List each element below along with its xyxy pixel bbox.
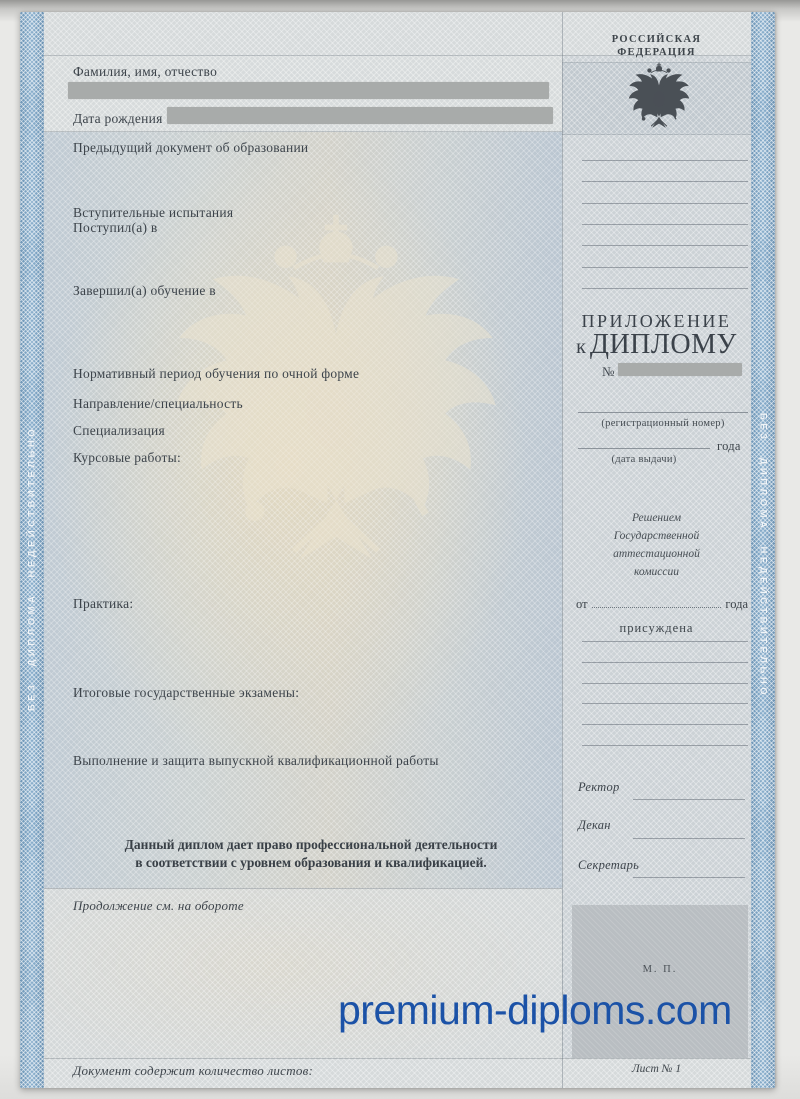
country-name-line2: ФЕДЕРАЦИЯ [617,46,696,58]
entry-line [582,181,748,182]
issue-year-label: года [717,439,741,453]
commission-text [562,509,751,581]
entry-line [582,288,748,289]
sheet-number-label: Лист № 1 [631,1063,682,1075]
number-redaction-bar [618,363,742,376]
rector-signature-line [633,799,745,800]
state-exams-label: Итоговые государственные экзамены: [73,685,300,700]
entry-line [582,245,748,246]
specialization-label: Специализация [73,423,165,438]
secretary-signature-line [633,877,745,878]
enrolled-label: Поступил(а) в [73,220,158,235]
from-label: от [576,597,588,611]
diploma-supplement-sheet [20,12,775,1088]
entry-line [582,203,748,204]
dotted-leader [592,607,722,608]
entry-line [582,224,748,225]
awarded-label: присуждена [619,621,694,635]
final-work-label: Выполнение и защита выпускной квалификационной работы [73,753,439,768]
dean-label: Декан [578,818,611,832]
issue-date-line [578,436,710,449]
practice-label: Практика: [73,596,134,611]
security-stripe-right-text: БЕЗ ДИПЛОМА НЕДЕЙСТВИТЕЛЬНО [757,412,769,699]
entry-line [582,683,748,684]
rights-statement-line1: Данный диплом дает право профессиональной деятельности [124,837,498,852]
entrance-exams-label: Вступительные испытания [73,205,234,220]
eagle-watermark [168,212,504,576]
full-name-label: Фамилия, имя, отчество [73,64,218,79]
entry-line [582,267,748,268]
rights-statement-line2: в соответствии с уровнем образования и квалификацией. [135,855,487,870]
coursework-label: Курсовые работы: [73,450,181,465]
entry-lines-upper [582,160,748,289]
russia-coat-of-arms-icon [627,62,691,131]
entry-line [582,724,748,725]
stamp-area [572,905,748,1058]
dean-signature-line [633,838,745,839]
entry-line [582,662,748,663]
sheets-count-label: Документ содержит количество листов: [73,1063,314,1078]
birth-date-redaction-bar [167,107,553,124]
commission-line3: аттестационной [613,548,700,560]
number-sign: № [602,364,615,379]
country-name [562,34,751,59]
rector-label: Ректор [578,780,620,794]
supplement-title-line1: ПРИЛОЖЕНИЕ [581,311,732,331]
entry-line [582,160,748,161]
reg-number-caption: (регистрационный номер) [601,418,725,429]
supplement-title-line2 [562,329,751,361]
commission-line2: Государственной [613,530,700,542]
decision-date-row [576,597,748,612]
entry-line [582,703,748,704]
from-year-label: года [725,597,748,611]
reg-number-line [578,400,748,413]
title-word: ДИПЛОМУ [589,329,737,360]
country-name-line1: РОССИЙСКАЯ [611,34,702,45]
issue-date-caption: (дата выдачи) [611,454,677,465]
entry-line [582,641,748,642]
previous-document-label: Предыдущий документ об образовании [73,140,309,155]
continuation-note: Продолжение см. на обороте [73,898,244,913]
direction-label: Направление/специальность [73,396,243,411]
site-watermark: premium-diploms.com [338,987,732,1033]
full-name-redaction-bar [68,82,549,99]
commission-line4: комиссии [633,566,680,578]
entry-lines-lower [582,641,748,746]
rights-statement [68,836,554,872]
stamp-place-label: М. П. [642,964,678,975]
birth-date-label: Дата рождения [73,111,163,126]
commission-line1: Решением [631,512,682,524]
secretary-label: Секретарь [578,858,640,872]
title-prefix: к [576,336,586,358]
entry-line [582,745,748,746]
normative-period-label: Нормативный период обучения по очной форме [73,366,360,381]
security-stripe-left-text: БЕЗ ДИПЛОМА НЕДЕЙСТВИТЕЛЬНО [26,425,38,712]
completed-label: Завершил(а) обучение в [73,283,216,298]
